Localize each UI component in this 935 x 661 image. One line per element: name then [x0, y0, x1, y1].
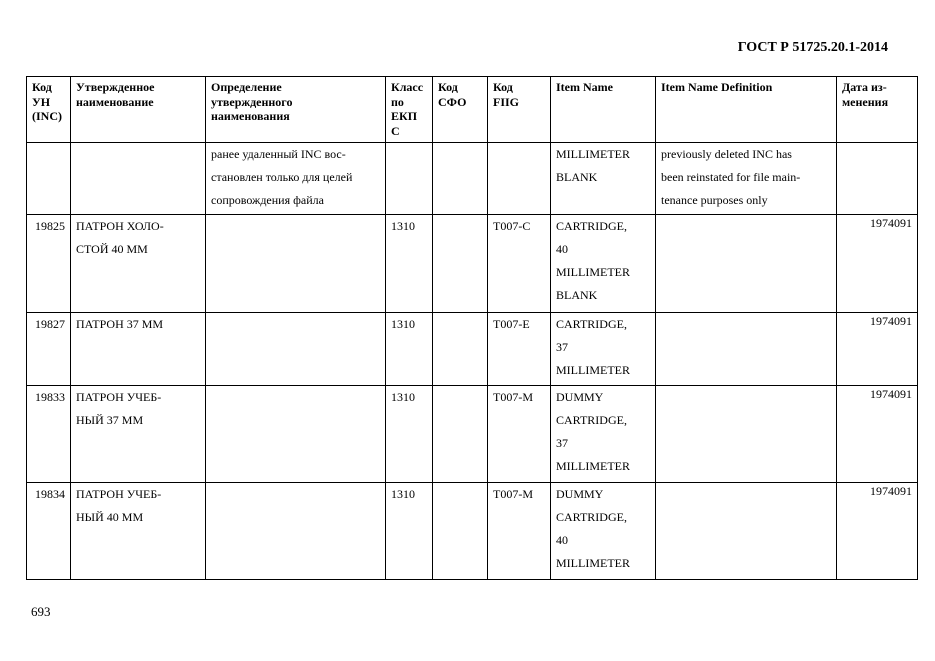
inc-cell: 19825: [27, 215, 71, 313]
table-row: [27, 313, 918, 386]
cell-text-line: ПАТРОН ХОЛО-: [76, 219, 164, 233]
header-text: УН: [32, 94, 51, 109]
cell-text-line: CARTRIDGE,: [556, 413, 627, 427]
cell-text-line: DUMMY: [556, 390, 604, 404]
header-text: наименование: [76, 94, 154, 109]
column-fiig-header: [488, 77, 551, 143]
column-inc-header: [27, 77, 71, 143]
inc-cell: 19834: [27, 483, 71, 580]
change-date-cell: [837, 143, 918, 215]
inc-cell: [27, 143, 71, 215]
header-text: Item Name: [556, 80, 613, 94]
cell-text-line: CARTRIDGE,: [556, 510, 627, 524]
header-text: по: [391, 94, 404, 109]
cell-text-line: 40: [556, 242, 568, 256]
class-cell: 1310: [386, 386, 433, 483]
column-sfo-header: [433, 77, 488, 143]
inc-cell: 19833: [27, 386, 71, 483]
cell-text-line: MILLIMETER: [556, 459, 630, 473]
class-cell: 1310: [386, 313, 433, 386]
header-text: Код: [32, 80, 52, 94]
item-name-cell: [551, 313, 656, 386]
definition-cell: [206, 386, 386, 483]
item-name-cell: [551, 215, 656, 313]
item-name-table: [26, 76, 918, 580]
table-header-row: [27, 77, 918, 143]
fiig-cell: T007-M: [488, 483, 551, 580]
header-text: Утвержденное: [76, 80, 155, 94]
cell-text-line: ранее удаленный INC вос-: [211, 147, 346, 161]
cell-text-line: 40: [556, 533, 568, 547]
fiig-cell: T007-C: [488, 215, 551, 313]
definition-cell: [206, 483, 386, 580]
fiig-cell: T007-E: [488, 313, 551, 386]
header-text: Дата из-: [842, 80, 887, 94]
approved-name-cell: [71, 386, 206, 483]
change-date-cell: 1974091: [837, 215, 918, 313]
sfo-cell: [433, 215, 488, 313]
cell-text-line: DUMMY: [556, 487, 604, 501]
approved-name-cell: [71, 143, 206, 215]
document-standard-code: ГОСТ Р 51725.20.1-2014: [737, 40, 888, 55]
table-row: [27, 143, 918, 215]
change-date-cell: 1974091: [837, 313, 918, 386]
cell-text-line: 37: [556, 436, 568, 450]
cell-text-line: BLANK: [556, 288, 598, 302]
header-text: С: [391, 123, 400, 138]
cell-text-line: ПАТРОН 37 ММ: [76, 317, 164, 331]
cell-text-line: НЫЙ 37 ММ: [76, 413, 144, 427]
item-name-cell: [551, 483, 656, 580]
header-text: ЕКП: [391, 109, 418, 123]
cell-text-line: становлен только для целей: [211, 170, 353, 184]
fiig-cell: T007-M: [488, 386, 551, 483]
table-row: [27, 483, 918, 580]
column-class-header: [386, 77, 433, 143]
item-name-definition-cell: [656, 143, 837, 215]
sfo-cell: [433, 386, 488, 483]
item-name-cell: [551, 143, 656, 215]
cell-text-line: ПАТРОН УЧЕБ-: [76, 390, 162, 404]
item-name-cell: [551, 386, 656, 483]
table-row: [27, 386, 918, 483]
column-approved-name-header: [71, 77, 206, 143]
column-change-date-header: [837, 77, 918, 143]
definition-cell: [206, 313, 386, 386]
column-item-name-definition-header: [656, 77, 837, 143]
header-text: Класс: [391, 80, 424, 94]
header-text: менения: [842, 94, 889, 109]
cell-text-line: 37: [556, 340, 568, 354]
approved-name-cell: [71, 313, 206, 386]
table-row: [27, 215, 918, 313]
item-name-definition-cell: [656, 215, 837, 313]
cell-text-line: СТОЙ 40 ММ: [76, 242, 148, 256]
page-number: 693: [31, 604, 51, 619]
inc-cell: 19827: [27, 313, 71, 386]
approved-name-cell: [71, 215, 206, 313]
cell-text-line: MILLIMETER: [556, 363, 630, 377]
cell-text-line: сопровождения файла: [211, 193, 324, 207]
header-text: Определение: [211, 80, 282, 94]
cell-text-line: MILLIMETER: [556, 147, 630, 161]
cell-text-line: previously deleted INC has: [661, 147, 792, 161]
fiig-cell: [488, 143, 551, 215]
item-name-definition-cell: [656, 386, 837, 483]
header-text: утвержденного: [211, 94, 293, 109]
header-text: Код: [493, 80, 513, 94]
definition-cell: [206, 215, 386, 313]
table-body: [27, 143, 918, 580]
cell-text-line: MILLIMETER: [556, 556, 630, 570]
definition-cell: [206, 143, 386, 215]
sfo-cell: [433, 483, 488, 580]
header-text: наименования: [211, 109, 290, 123]
cell-text-line: ПАТРОН УЧЕБ-: [76, 487, 162, 501]
class-cell: 1310: [386, 483, 433, 580]
cell-text-line: MILLIMETER: [556, 265, 630, 279]
header-text: FIIG: [493, 94, 520, 109]
header-text: Код: [438, 80, 458, 94]
item-name-definition-cell: [656, 483, 837, 580]
sfo-cell: [433, 313, 488, 386]
column-item-name-header: [551, 77, 656, 143]
header-text: Item Name Definition: [661, 80, 773, 94]
cell-text-line: CARTRIDGE,: [556, 219, 627, 233]
item-name-definition-cell: [656, 313, 837, 386]
cell-text-line: BLANK: [556, 170, 598, 184]
header-text: СФО: [438, 94, 467, 109]
cell-text-line: CARTRIDGE,: [556, 317, 627, 331]
approved-name-cell: [71, 483, 206, 580]
cell-text-line: tenance purposes only: [661, 193, 768, 207]
class-cell: 1310: [386, 215, 433, 313]
change-date-cell: 1974091: [837, 386, 918, 483]
header-text: (INC): [32, 109, 62, 123]
sfo-cell: [433, 143, 488, 215]
cell-text-line: НЫЙ 40 ММ: [76, 510, 144, 524]
change-date-cell: 1974091: [837, 483, 918, 580]
class-cell: [386, 143, 433, 215]
cell-text-line: been reinstated for file main-: [661, 170, 801, 184]
column-definition-header: [206, 77, 386, 143]
